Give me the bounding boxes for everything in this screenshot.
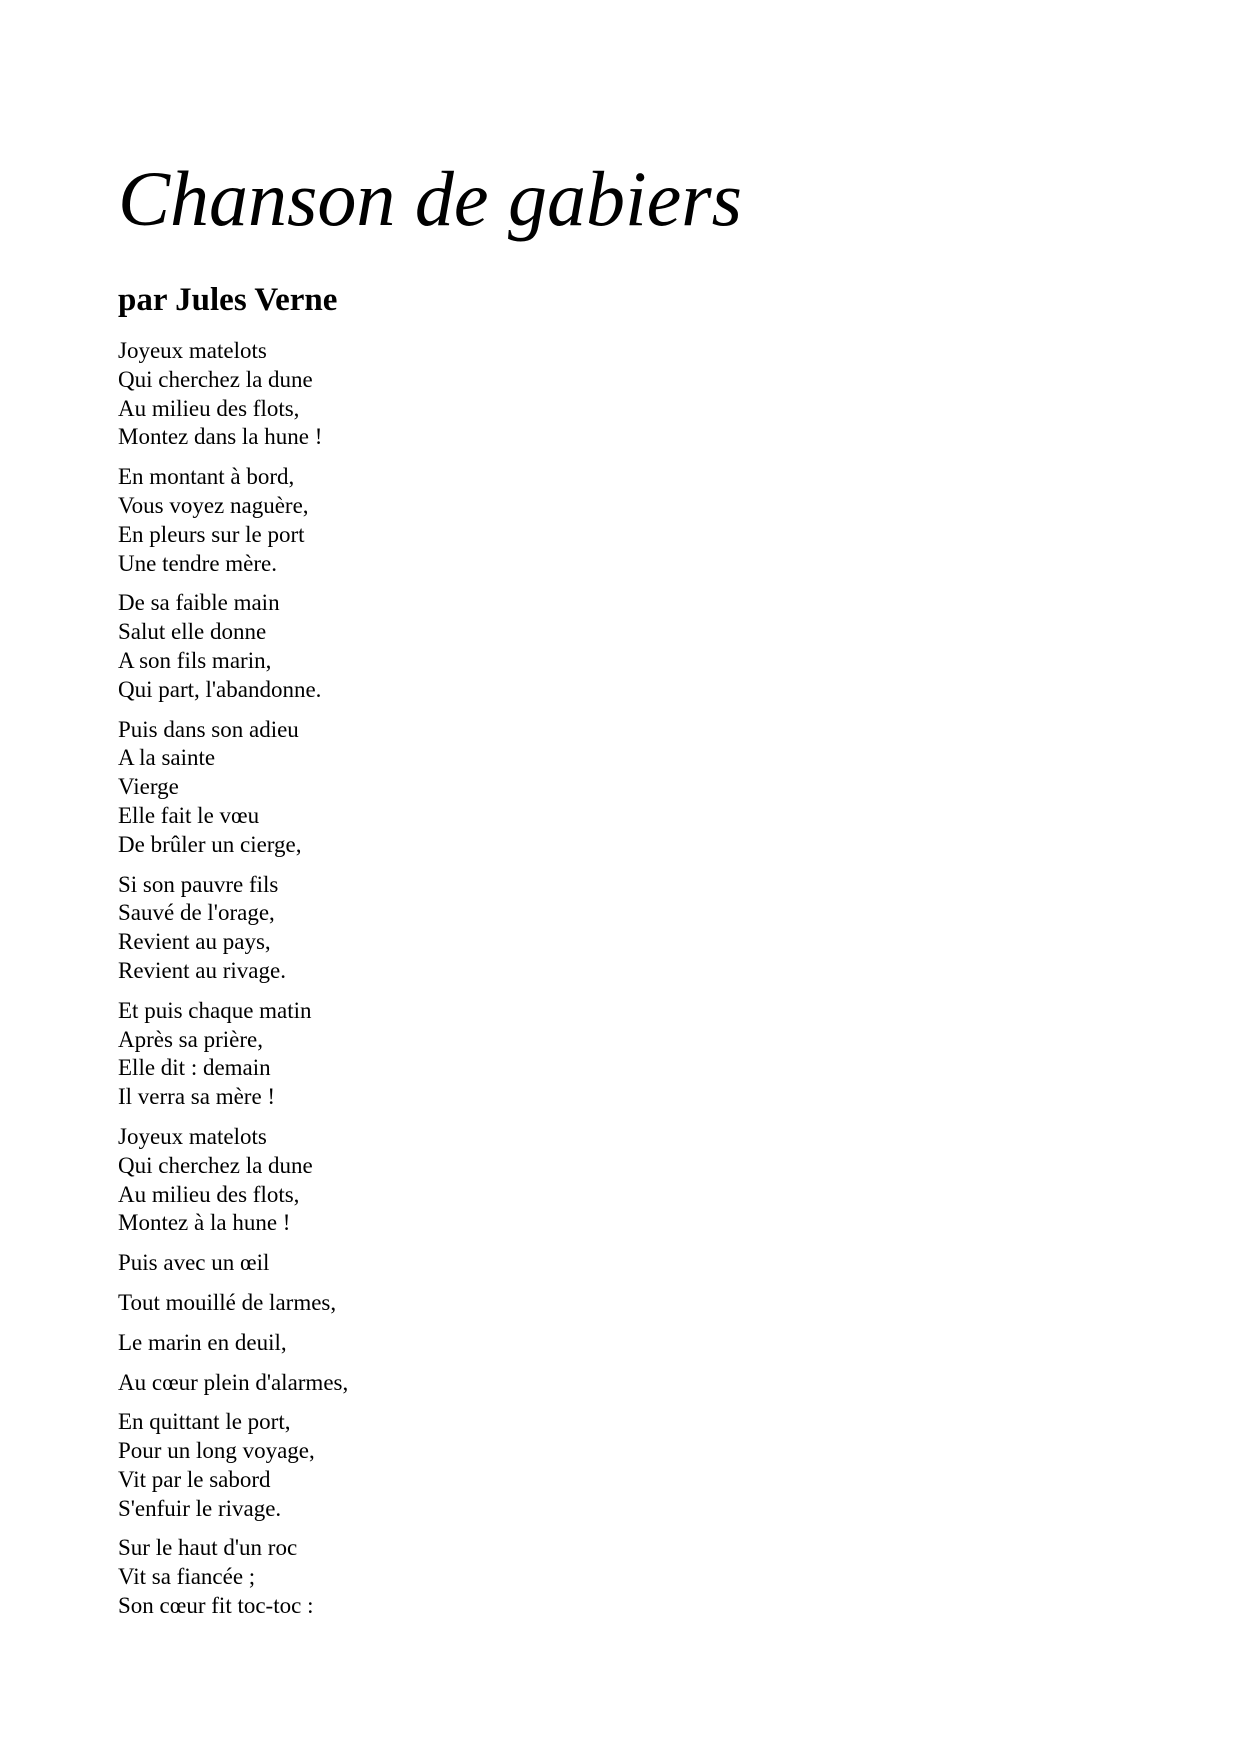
poem-line: Au milieu des flots, xyxy=(118,395,300,421)
stanza xyxy=(118,337,1018,452)
poem-line: En montant à bord, xyxy=(118,464,295,490)
poem-line: Tout mouillé de larmes, xyxy=(118,1289,337,1315)
document-page xyxy=(118,0,1118,1755)
poem-line: Vit par le sabord xyxy=(118,1466,271,1492)
poem-line: Pour un long voyage, xyxy=(118,1438,315,1464)
poem-line: Revient au pays, xyxy=(118,929,271,955)
poem-line: Au milieu des flots, xyxy=(118,1181,300,1207)
stanza xyxy=(118,716,1018,860)
poem-author: par Jules Verne xyxy=(118,282,338,318)
poem-line: Au cœur plein d'alarmes, xyxy=(118,1369,349,1395)
poem-line: Qui part, l'abandonne. xyxy=(118,676,322,702)
poem-line: Sauvé de l'orage, xyxy=(118,900,275,926)
poem-line: Et puis chaque matin xyxy=(118,997,312,1023)
poem-line: Si son pauvre fils xyxy=(118,871,279,897)
poem-line: Vit sa fiancée ; xyxy=(118,1564,256,1590)
poem-title: Chanson de gabiers xyxy=(118,155,742,242)
stanza xyxy=(118,997,1018,1112)
poem-line: Le marin en deuil, xyxy=(118,1329,287,1355)
stanza xyxy=(118,871,1018,986)
stanza xyxy=(118,1123,1018,1238)
poem-line: Montez dans la hune ! xyxy=(118,424,323,450)
poem-line: En pleurs sur le port xyxy=(118,521,305,547)
stanza xyxy=(118,589,1018,704)
stanza xyxy=(118,1534,1018,1620)
poem-line: Une tendre mère. xyxy=(118,550,278,576)
poem-line: En quittant le port, xyxy=(118,1409,291,1435)
poem-line: A la sainte xyxy=(118,745,216,771)
poem-line: Qui cherchez la dune xyxy=(118,1152,313,1178)
poem-line: Puis dans son adieu xyxy=(118,716,299,742)
poem-line: Elle dit : demain xyxy=(118,1055,271,1081)
poem-line: Vierge xyxy=(118,774,179,800)
poem-line: Montez à la hune ! xyxy=(118,1210,291,1236)
poem-line: Joyeux matelots xyxy=(118,338,267,363)
poem-line: De sa faible main xyxy=(118,590,280,616)
poem-line: Salut elle donne xyxy=(118,619,267,645)
poem-line: Son cœur fit toc-toc : xyxy=(118,1593,314,1619)
stanza xyxy=(118,1329,1018,1358)
poem-line: Sur le haut d'un roc xyxy=(118,1535,298,1561)
poem-line: De brûler un cierge, xyxy=(118,831,302,857)
stanza xyxy=(118,1408,1018,1523)
poem-line: Joyeux matelots xyxy=(118,1123,267,1149)
stanza xyxy=(118,1369,1018,1398)
poem-body xyxy=(118,337,1018,1632)
poem-line: Puis avec un œil xyxy=(118,1250,270,1276)
stanza xyxy=(118,1249,1018,1278)
poem-line: Vous voyez naguère, xyxy=(118,492,309,518)
stanza xyxy=(118,1289,1018,1318)
poem-line: A son fils marin, xyxy=(118,647,272,673)
poem-line: S'enfuir le rivage. xyxy=(118,1495,282,1521)
poem-line: Revient au rivage. xyxy=(118,957,286,983)
poem-line: Après sa prière, xyxy=(118,1026,263,1052)
poem-line: Elle fait le vœu xyxy=(118,802,260,828)
poem-line: Qui cherchez la dune xyxy=(118,366,313,392)
poem-line: Il verra sa mère ! xyxy=(118,1084,276,1110)
stanza xyxy=(118,463,1018,578)
